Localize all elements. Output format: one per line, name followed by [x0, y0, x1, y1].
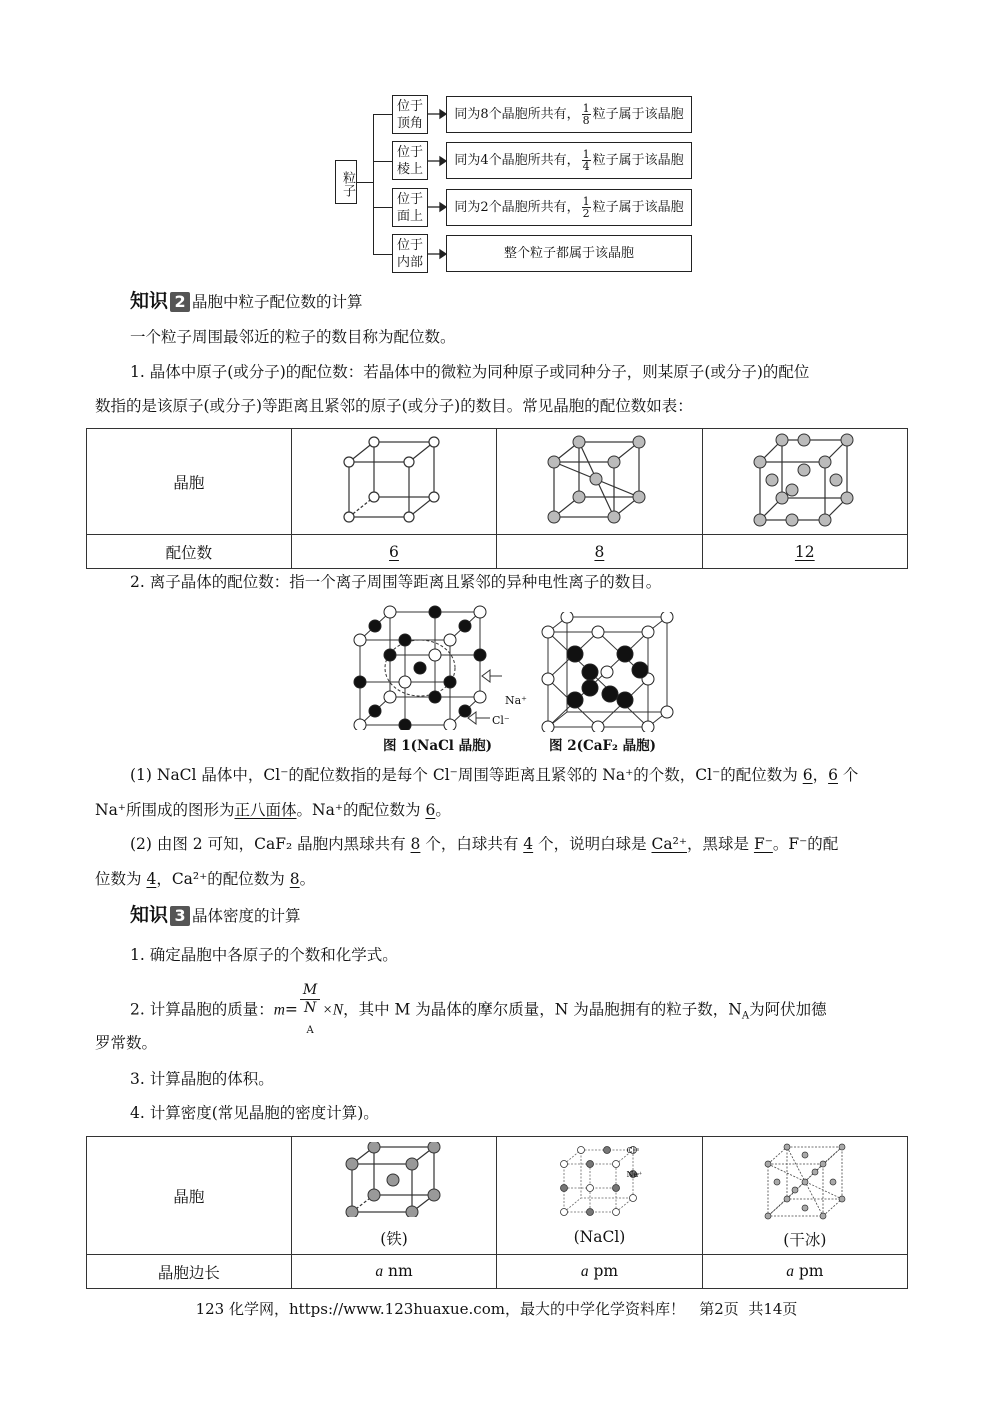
tree-desc-pre: 整个粒子都属于该晶胞 — [503, 246, 634, 261]
cell-bcc — [497, 429, 702, 535]
tree-connector — [373, 161, 392, 162]
fraction-den: 4 — [582, 160, 590, 173]
nacl-na-label: Na⁺ — [505, 694, 527, 707]
nacl-small-cl-label: Cl⁻ — [626, 1145, 640, 1155]
table-row-label: 晶胞边长 — [87, 1255, 292, 1289]
tree-pos-box — [392, 141, 428, 180]
section-label: 知识 — [130, 290, 169, 312]
edge-length: a pm — [497, 1255, 702, 1289]
answer-blank: 6 — [828, 766, 838, 784]
formula-times: ×N — [322, 1001, 344, 1019]
section-number: 3 — [170, 906, 190, 926]
cell-dry-ice — [702, 1137, 907, 1255]
coordination-value: 8 — [594, 542, 605, 561]
section-number: 2 — [170, 292, 190, 312]
cell-caption: (铁) — [380, 1230, 408, 1248]
answer-blank: Ca²⁺ — [651, 835, 687, 853]
tree-desc-box — [446, 189, 692, 226]
paragraph: 1. 晶体中原子(或分子)的配位数：若晶体中的微粒为同种原子或同种分子，则某原子(或分子)的配位 — [130, 363, 810, 381]
simple-cubic-diagram — [339, 432, 449, 527]
answer-blank: 4 — [523, 835, 534, 853]
nacl-small-na-label: Na⁺ — [626, 1169, 643, 1179]
fraction-den: 8 — [582, 114, 590, 127]
tree-desc-box — [446, 235, 692, 272]
answer-blank: 6 — [802, 766, 813, 784]
cell-simple-cubic — [291, 429, 496, 535]
figure-caption: 图 2(CaF₂ 晶胞) — [549, 738, 657, 754]
formula-denominator: N $_A$ — [303, 1000, 317, 1036]
paragraph: Na⁺所围成的图形为正八面体。Na⁺的配位数为 6。 — [95, 801, 451, 819]
answer-blank: 6 — [425, 801, 436, 819]
tree-desc-post: 粒子属于该晶胞 — [592, 153, 684, 168]
tree-arrows — [428, 95, 448, 275]
cell-caption: (干冰) — [783, 1230, 827, 1249]
tree-desc-post: 粒子属于该晶胞 — [592, 200, 684, 215]
edge-length: a pm — [702, 1255, 907, 1289]
paragraph: (1) NaCl 晶体中，Cl⁻的配位数指的是每个 Cl⁻周围等距离且紧邻的 Na⁺的个数，Cl⁻的配位数为 6，6 个 — [130, 766, 859, 784]
caf2-figure — [540, 612, 675, 732]
section-title: 晶体密度的计算 — [192, 907, 301, 925]
fraction — [582, 149, 591, 172]
tree-desc-pre: 同为2个晶胞所共有， — [454, 200, 580, 215]
fraction-num: 1 — [582, 195, 590, 208]
tree-desc-pre: 同为8个晶胞所共有， — [454, 107, 580, 122]
nacl-small-diagram — [559, 1146, 639, 1216]
paragraph: 位数为 4，Ca²⁺的配位数为 8。 — [95, 870, 316, 888]
section-heading — [130, 900, 301, 927]
coordination-value: 6 — [389, 542, 399, 561]
paragraph: 2. 离子晶体的配位数：指一个离子周围等距离且紧邻的异种电性离子的数目。 — [130, 573, 662, 591]
table-row-label: 配位数 — [87, 535, 292, 569]
tree-connector — [357, 182, 374, 183]
cell-caption: (NaCl) — [573, 1227, 626, 1246]
coordination-table — [86, 428, 908, 569]
fraction — [582, 196, 591, 219]
tree-connector — [373, 254, 392, 255]
iron-bcc-diagram — [344, 1142, 444, 1217]
tree-pos-box — [392, 95, 428, 134]
paragraph: 一个粒子周围最邻近的粒子的数目称为配位数。 — [130, 328, 456, 346]
answer-blank: F⁻ — [753, 835, 773, 853]
paragraph: 罗常数。 — [95, 1034, 158, 1052]
answer-blank: 4 — [146, 870, 157, 888]
tree-pos-box — [392, 188, 428, 227]
figure-caption: 图 1(NaCl 晶胞) — [383, 738, 493, 754]
paragraph: 2. 计算晶胞的质量：m= M N $_A$ ×N，其中 M 为晶体的摩尔质量，N 为晶胞拥有的粒子数，$N_A$为阿伏加德 — [130, 982, 935, 1039]
tree-desc-box — [446, 142, 692, 179]
nacl-figure — [350, 600, 510, 730]
tree-root: 粒子 — [335, 160, 357, 204]
answer-blank: 8 — [289, 870, 300, 888]
section-title: 晶胞中粒子配位数的计算 — [192, 293, 363, 311]
dry-ice-diagram — [763, 1142, 847, 1220]
cell-nacl — [497, 1137, 702, 1255]
density-table — [86, 1136, 908, 1289]
tree-pos-label: 位于面上 — [397, 192, 424, 224]
paragraph: 4. 计算密度(常见晶胞的密度计算)。 — [130, 1104, 379, 1122]
coordination-value: 12 — [794, 542, 815, 561]
edge-length: a nm — [291, 1255, 496, 1289]
fcc-diagram — [750, 432, 860, 527]
cell-fcc — [702, 429, 907, 535]
page-footer: 123 化学网，https://www.123huaxue.com，最大的中学化学资料库！ 第2页 共14页 — [195, 1300, 798, 1318]
nacl-cl-label: Cl⁻ — [492, 714, 510, 727]
tree-desc-box — [446, 96, 692, 133]
fraction — [582, 103, 591, 126]
answer-blank: 8 — [410, 835, 421, 853]
table-row-label: 晶胞 — [87, 1137, 292, 1255]
tree-pos-box — [392, 234, 428, 273]
table-row-label: 晶胞 — [87, 429, 292, 535]
fraction-num: 1 — [582, 102, 590, 115]
cell-iron — [291, 1137, 496, 1255]
paragraph: 数指的是该原子(或分子)等距离且紧邻的原子(或分子)的数目。常见晶胞的配位数如表： — [95, 397, 693, 415]
fraction-den: 2 — [582, 207, 590, 220]
fraction-num: 1 — [582, 148, 590, 161]
answer-blank: 正八面体 — [234, 801, 297, 819]
tree-pos-label: 位于顶角 — [397, 99, 424, 131]
paragraph: 3. 计算晶胞的体积。 — [130, 1070, 274, 1088]
tree-connector — [373, 114, 392, 115]
tree-connector — [373, 114, 374, 255]
section-label: 知识 — [130, 904, 169, 926]
formula-numerator: M — [300, 982, 320, 1000]
tree-pos-label: 位于棱上 — [397, 145, 424, 177]
paragraph: 1. 确定晶胞中各原子的个数和化学式。 — [130, 946, 398, 964]
section-heading — [130, 286, 363, 313]
paragraph: (2) 由图 2 可知，CaF₂ 晶胞内黑球共有 8 个，白球共有 4 个，说明白球是 Ca²⁺，黑球是 F⁻。F⁻的配 — [130, 835, 839, 853]
tree-pos-label: 位于内部 — [397, 238, 424, 270]
tree-desc-pre: 同为4个晶胞所共有， — [454, 153, 580, 168]
tree-connector — [373, 207, 392, 208]
tree-desc-post: 粒子属于该晶胞 — [592, 107, 684, 122]
formula-m: m — [273, 1001, 285, 1019]
bcc-diagram — [544, 432, 654, 527]
